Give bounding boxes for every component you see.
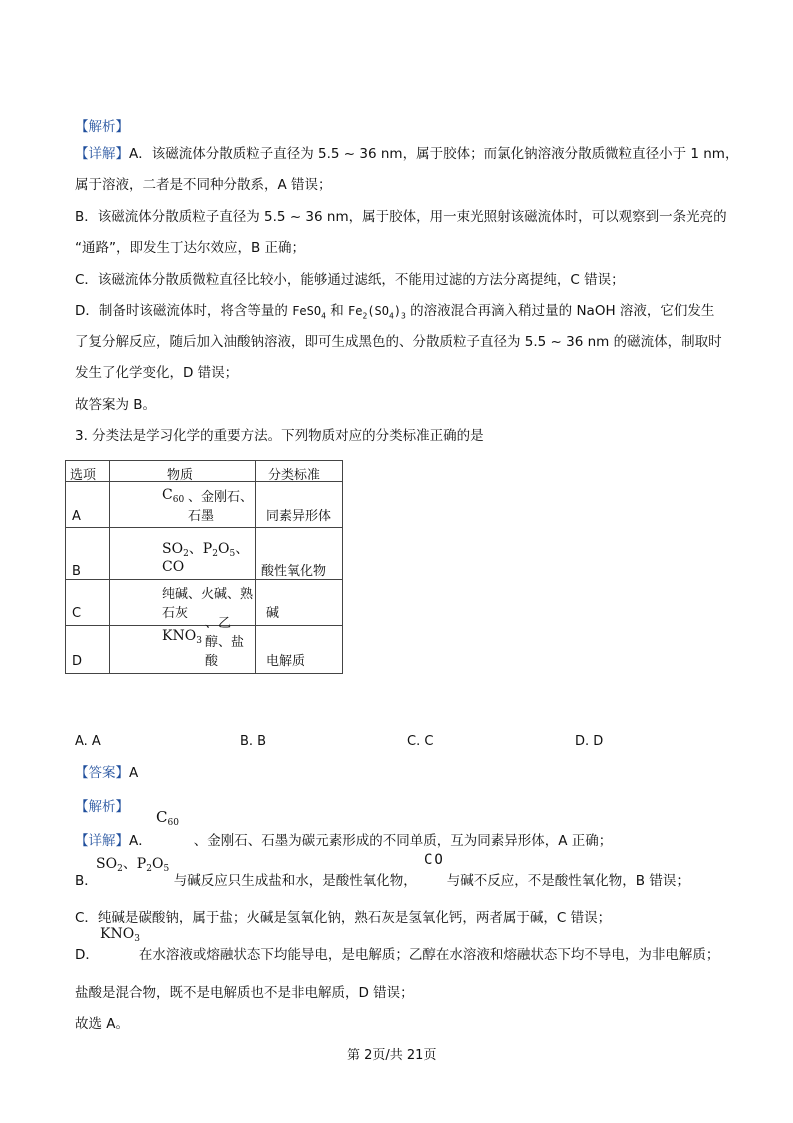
table-row [66,626,343,674]
a2-line-b-prefix: B． [75,873,98,889]
feso4-text: FeSO [292,304,322,318]
a2-line-d-rest: 在水溶液或熔融状态下均能导电，是电解质；乙醇在水溶液和熔融状态下均不导电，为非电解质； [138,947,720,963]
row-d-option-text: D [72,654,83,669]
a2-line-d-prefix: D． [75,947,99,963]
a2-so: SO [96,856,118,872]
p2o5-o: O [217,541,230,557]
header-standard-text: 分类标准 [268,468,321,483]
row-b-substance [110,528,256,580]
so2-so: SO [162,541,184,557]
row-a-option [66,482,110,528]
a2-kno3-text: KNO [100,926,135,942]
analysis-conclusion: 故答案为 B。 [75,397,157,413]
row-b-standard-text: 酸性氧化物 [261,564,327,579]
formula-feso4 [292,304,326,321]
header-option-text: 选项 [70,468,97,483]
row-b-formula [162,538,255,575]
analysis2-line-d2: 盐酸是混合物，既不是电解质也不是非电解质，D 错误； [75,985,414,1001]
row-c-option-text: C [72,606,82,621]
row-d-standard-text: 电解质 [266,654,306,669]
analysis2-line-b [75,872,690,890]
answer-value: A [129,765,139,781]
analysis2-line-a [75,832,612,850]
a2-p: 、P [122,856,147,872]
so2-sub: 2 [183,549,189,559]
analysis-line-b1: B．该磁流体分散质粒子直径为 5.5 ~ 36 nm，属于胶体，用一束光照射该磁流体时，可以观察到一条光亮的 [75,209,727,225]
feso4-sub: 4 [321,311,326,321]
kno3-sub: 3 [196,636,202,646]
row-c-standard [256,580,343,626]
analysis-line-d1 [75,302,714,325]
a2-line-a-prefix: A． [129,833,152,849]
a2-line-b-mid: 与碱反应只生成盐和水，是酸性氧化物， [173,873,417,889]
row-d-substance [110,616,256,674]
a2-p-sub: 2 [146,864,152,874]
header-substance-text: 物质 [167,468,194,483]
fe2-text: Fe [348,304,363,318]
analysis-line-a2: 属于溶液，二者是不同种分散系，A 错误； [75,177,332,193]
c60-c: C [162,487,173,503]
p2o5-sub2: 5 [229,549,236,559]
analysis2-conclusion: 故选 A。 [75,1016,130,1032]
formula-fe2so43 [348,304,406,321]
a2-o-sub: 5 [163,864,170,874]
table-header-row [66,461,343,482]
c60-sub: 60 [172,495,185,505]
kno3-text: KNO [162,628,197,644]
analysis-line-a1 [75,145,738,163]
choice-d: D. D [575,734,604,749]
p2o5-p: 、P [188,541,213,557]
analysis2-line-d [75,946,719,964]
row-c-substance-text: 纯碱、火碱、熟石灰 [162,587,254,621]
row-a-option-text: A [72,509,81,524]
detail-tag: 【详解】 [75,146,129,162]
choice-b: B. B [240,734,267,749]
row-d-substance-rest: 、乙醇、盐酸 [205,616,245,669]
page-number: 第 2页/共 21页 [347,1048,437,1063]
a2-c60-sub: 60 [167,818,179,828]
row-a-substance [110,482,256,528]
line-d1-part-c: 的溶液混合再滴入稍过量的 NaOH 溶液，它们发生 [405,303,715,319]
analysis2-formula-so2-p2o5 [96,853,169,874]
analysis2-formula-co: CO [424,852,445,868]
row-d-formula-kno3 [162,628,202,646]
so4-sub2: 3 [401,311,406,321]
row-c-standard-text: 碱 [266,606,280,621]
a2-line-a-rest: 、金刚石、石墨为碳元素形成的不同单质，互为同素异形体，A 正确； [193,833,613,849]
table-header-standard [256,461,343,482]
row-b-standard [256,528,343,580]
so4-close: ) [393,304,402,318]
table-header-option [66,461,110,482]
detail-text-a1: A．该磁流体分散质粒子直径为 5.5 ~ 36 nm，属于胶体；而氯化钠溶液分散质微粒直径小于 1 nm， [129,146,739,162]
row-a-standard [256,482,343,528]
a2-so-sub: 2 [117,864,123,874]
answer-tag: 【答案】 [75,765,129,781]
a2-o: O [151,856,164,872]
co-text: 、CO [162,541,250,575]
choice-c: C. C [407,734,434,749]
so4-sub: 4 [388,311,394,321]
so4-text: (SO [367,304,389,318]
answer-line [75,764,138,782]
row-d-standard [256,626,343,674]
question-stem: 3. 分类法是学习化学的重要方法。下列物质对应的分类标准正确的是 [75,428,484,444]
analysis2-line-c: C．纯碱是碳酸钠，属于盐；火碱是氢氧化钠，熟石灰是氢氧化钙，两者属于碱，C 错误； [75,910,612,926]
analysis-line-b2: “通路”，即发生丁达尔效应，B 正确； [75,240,306,256]
analysis2-formula-kno3 [100,926,140,944]
analysis2-detail-tag: 【详解】 [75,833,129,849]
line-d1-part-b: 和 [325,303,349,319]
analysis-line-c: C．该磁流体分散质微粒直径比较小，能够通过滤纸，不能用过滤的方法分离提纯，C 错误； [75,272,625,288]
row-a-standard-text: 同素异形体 [266,509,332,524]
analysis-line-d2: 了复分解反应，随后加入油酸钠溶液，即可生成黑色的、分散质粒子直径为 5.5 ~ 36 nm 的磁流体，制取时 [75,334,722,350]
p2o5-sub1: 2 [212,549,218,559]
table-row [66,528,343,580]
fe2-sub: 2 [362,311,368,321]
table-row [66,482,343,528]
choice-a: A. A [75,734,101,749]
row-a-substance-rest: 、金刚石、石墨 [188,490,254,524]
a2-line-b-rest: 与碱不反应，不是酸性氧化物，B 错误； [446,873,690,889]
analysis2-formula-c60 [156,808,179,828]
analysis-line-d3: 发生了化学变化，D 错误； [75,365,239,381]
a2-c60-c: C [156,808,168,826]
classification-table [65,460,343,674]
a2-kno3-sub: 3 [134,934,140,944]
row-b-option [66,528,110,580]
row-b-option-text: B [72,564,81,579]
table-header-substance [110,461,256,482]
line-d1-part-a: D．制备时该磁流体时，将含等量的 [75,303,293,319]
row-a-formula-c60 [162,487,184,505]
analysis-tag: 【解析】 [75,119,129,135]
table-row [66,580,343,626]
row-d-option [66,626,110,674]
row-c-option [66,580,110,626]
analysis2-tag: 【解析】 [75,799,129,815]
